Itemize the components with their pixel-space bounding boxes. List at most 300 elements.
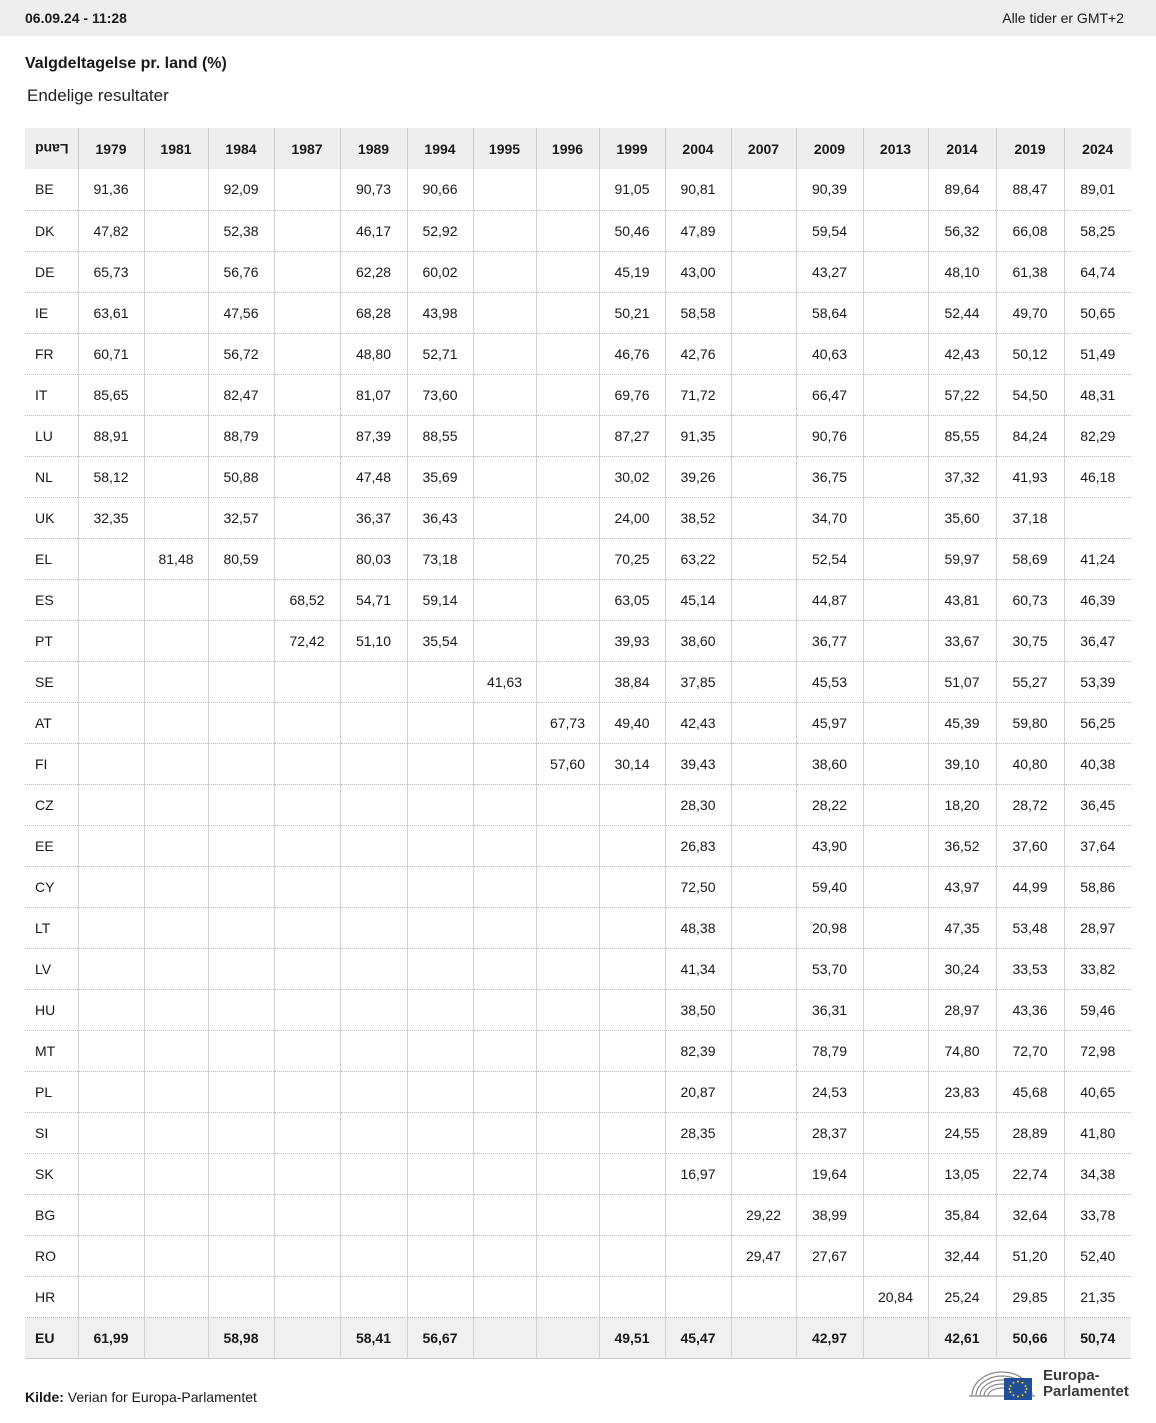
turnout-cell: 37,64	[1064, 825, 1131, 866]
turnout-cell	[274, 497, 340, 538]
turnout-cell: 53,48	[996, 907, 1064, 948]
turnout-cell	[473, 415, 536, 456]
turnout-cell	[78, 1153, 144, 1194]
turnout-cell	[863, 251, 928, 292]
turnout-cell: 35,54	[407, 620, 473, 661]
table-row	[25, 415, 1131, 456]
country-code: EE	[25, 825, 78, 866]
turnout-cell	[536, 1194, 599, 1235]
turnout-cell	[144, 251, 208, 292]
turnout-cell: 58,86	[1064, 866, 1131, 907]
turnout-cell	[144, 1235, 208, 1276]
turnout-cell: 68,52	[274, 579, 340, 620]
turnout-cell	[473, 538, 536, 579]
turnout-cell: 62,28	[340, 251, 407, 292]
turnout-cell	[340, 907, 407, 948]
turnout-cell	[274, 702, 340, 743]
turnout-cell	[208, 1030, 274, 1071]
turnout-cell	[144, 169, 208, 210]
turnout-cell: 21,35	[1064, 1276, 1131, 1317]
turnout-cell: 67,73	[536, 702, 599, 743]
turnout-cell	[78, 948, 144, 989]
turnout-cell: 35,84	[928, 1194, 996, 1235]
turnout-cell	[208, 948, 274, 989]
turnout-cell	[473, 1112, 536, 1153]
turnout-cell: 59,54	[796, 210, 863, 251]
turnout-cell	[863, 1317, 928, 1358]
turnout-cell	[274, 1276, 340, 1317]
turnout-cell: 47,89	[665, 210, 731, 251]
country-code: EL	[25, 538, 78, 579]
country-code: EU	[25, 1317, 78, 1358]
turnout-cell	[340, 866, 407, 907]
turnout-cell: 58,58	[665, 292, 731, 333]
turnout-cell: 63,05	[599, 579, 665, 620]
country-code: ES	[25, 579, 78, 620]
turnout-cell	[144, 989, 208, 1030]
turnout-cell: 32,64	[996, 1194, 1064, 1235]
turnout-cell	[536, 1112, 599, 1153]
turnout-cell	[863, 1194, 928, 1235]
turnout-cell	[863, 374, 928, 415]
turnout-cell: 89,64	[928, 169, 996, 210]
column-header-year: 1979	[78, 128, 144, 169]
turnout-cell: 36,75	[796, 456, 863, 497]
turnout-cell	[863, 661, 928, 702]
country-code: HU	[25, 989, 78, 1030]
turnout-cell	[274, 333, 340, 374]
turnout-cell: 40,80	[996, 743, 1064, 784]
turnout-cell	[274, 907, 340, 948]
turnout-cell	[78, 907, 144, 948]
turnout-cell: 28,22	[796, 784, 863, 825]
table-row	[25, 1194, 1131, 1235]
turnout-cell: 30,14	[599, 743, 665, 784]
turnout-cell	[536, 1317, 599, 1358]
turnout-cell	[599, 1235, 665, 1276]
turnout-cell: 38,52	[665, 497, 731, 538]
table-row	[25, 825, 1131, 866]
turnout-cell	[407, 743, 473, 784]
turnout-cell	[473, 1071, 536, 1112]
turnout-cell: 40,63	[796, 333, 863, 374]
turnout-cell	[274, 1317, 340, 1358]
turnout-cell	[78, 825, 144, 866]
turnout-cell	[1064, 497, 1131, 538]
turnout-cell	[144, 1194, 208, 1235]
turnout-cell: 51,20	[996, 1235, 1064, 1276]
turnout-cell: 85,55	[928, 415, 996, 456]
turnout-cell	[144, 415, 208, 456]
table-row	[25, 1030, 1131, 1071]
turnout-cell	[274, 1071, 340, 1112]
country-code: SE	[25, 661, 78, 702]
country-code: FR	[25, 333, 78, 374]
turnout-cell	[144, 456, 208, 497]
source-note	[25, 1389, 257, 1405]
turnout-cell	[731, 1071, 796, 1112]
turnout-cell	[473, 907, 536, 948]
turnout-cell	[78, 866, 144, 907]
turnout-cell	[536, 620, 599, 661]
turnout-cell	[144, 702, 208, 743]
turnout-cell: 50,12	[996, 333, 1064, 374]
turnout-cell	[407, 784, 473, 825]
turnout-cell: 88,79	[208, 415, 274, 456]
turnout-cell	[731, 743, 796, 784]
turnout-cell	[274, 743, 340, 784]
turnout-cell	[863, 866, 928, 907]
turnout-cell	[599, 866, 665, 907]
turnout-cell: 45,53	[796, 661, 863, 702]
turnout-cell: 70,25	[599, 538, 665, 579]
turnout-cell: 56,25	[1064, 702, 1131, 743]
table-body	[25, 169, 1131, 1358]
turnout-cell	[473, 497, 536, 538]
turnout-cell	[863, 415, 928, 456]
column-header-year: 2013	[863, 128, 928, 169]
turnout-cell: 91,36	[78, 169, 144, 210]
turnout-cell	[863, 1071, 928, 1112]
turnout-cell	[208, 661, 274, 702]
country-code: UK	[25, 497, 78, 538]
turnout-cell: 73,60	[407, 374, 473, 415]
turnout-cell	[796, 1276, 863, 1317]
turnout-cell: 30,02	[599, 456, 665, 497]
turnout-cell	[863, 456, 928, 497]
turnout-cell: 59,14	[407, 579, 473, 620]
turnout-cell	[208, 579, 274, 620]
turnout-cell: 24,55	[928, 1112, 996, 1153]
table-row	[25, 251, 1131, 292]
turnout-cell	[731, 374, 796, 415]
turnout-cell: 87,39	[340, 415, 407, 456]
turnout-cell	[473, 743, 536, 784]
country-code: PL	[25, 1071, 78, 1112]
turnout-cell: 57,22	[928, 374, 996, 415]
table-header-row	[25, 128, 1131, 169]
turnout-cell: 19,64	[796, 1153, 863, 1194]
table-row	[25, 497, 1131, 538]
turnout-cell	[144, 292, 208, 333]
turnout-cell	[473, 251, 536, 292]
timestamp: 06.09.24 - 11:28	[25, 10, 127, 26]
turnout-cell	[473, 456, 536, 497]
turnout-cell	[78, 1194, 144, 1235]
turnout-cell	[144, 907, 208, 948]
turnout-cell	[274, 1194, 340, 1235]
turnout-cell: 52,54	[796, 538, 863, 579]
turnout-cell: 50,65	[1064, 292, 1131, 333]
column-header-year: 1981	[144, 128, 208, 169]
turnout-cell	[208, 907, 274, 948]
turnout-cell: 20,84	[863, 1276, 928, 1317]
turnout-cell: 88,91	[78, 415, 144, 456]
turnout-cell: 56,72	[208, 333, 274, 374]
turnout-cell	[731, 1153, 796, 1194]
turnout-cell: 27,67	[796, 1235, 863, 1276]
turnout-cell	[274, 989, 340, 1030]
turnout-cell: 58,12	[78, 456, 144, 497]
turnout-cell	[536, 538, 599, 579]
turnout-cell	[863, 1030, 928, 1071]
turnout-cell	[78, 1030, 144, 1071]
turnout-cell: 81,48	[144, 538, 208, 579]
country-code: LU	[25, 415, 78, 456]
turnout-cell: 49,51	[599, 1317, 665, 1358]
turnout-cell	[473, 292, 536, 333]
turnout-cell	[536, 251, 599, 292]
turnout-cell: 78,79	[796, 1030, 863, 1071]
turnout-cell	[78, 1112, 144, 1153]
column-header-year: 1999	[599, 128, 665, 169]
turnout-cell	[274, 292, 340, 333]
country-code: LV	[25, 948, 78, 989]
turnout-cell	[863, 169, 928, 210]
turnout-cell	[599, 948, 665, 989]
turnout-cell	[274, 210, 340, 251]
turnout-cell	[78, 620, 144, 661]
turnout-cell: 39,10	[928, 743, 996, 784]
turnout-cell: 36,43	[407, 497, 473, 538]
turnout-cell	[536, 169, 599, 210]
turnout-cell: 60,73	[996, 579, 1064, 620]
turnout-cell: 82,29	[1064, 415, 1131, 456]
turnout-cell	[536, 415, 599, 456]
turnout-cell	[731, 1030, 796, 1071]
turnout-cell	[407, 825, 473, 866]
turnout-cell	[340, 1112, 407, 1153]
turnout-cell	[536, 661, 599, 702]
turnout-cell: 43,98	[407, 292, 473, 333]
turnout-cell	[208, 1276, 274, 1317]
turnout-cell: 43,00	[665, 251, 731, 292]
turnout-cell	[473, 866, 536, 907]
turnout-cell	[536, 456, 599, 497]
turnout-cell	[144, 661, 208, 702]
turnout-cell	[407, 989, 473, 1030]
turnout-cell: 47,82	[78, 210, 144, 251]
turnout-cell: 38,84	[599, 661, 665, 702]
turnout-cell: 90,73	[340, 169, 407, 210]
turnout-cell: 59,80	[996, 702, 1064, 743]
turnout-cell	[473, 989, 536, 1030]
turnout-cell	[340, 989, 407, 1030]
turnout-cell	[78, 1071, 144, 1112]
page-title: Valgdeltagelse pr. land (%)	[25, 55, 227, 72]
turnout-cell: 20,87	[665, 1071, 731, 1112]
country-code: AT	[25, 702, 78, 743]
turnout-cell	[536, 825, 599, 866]
turnout-cell	[208, 989, 274, 1030]
turnout-cell	[78, 1276, 144, 1317]
turnout-cell: 80,59	[208, 538, 274, 579]
turnout-cell: 36,37	[340, 497, 407, 538]
turnout-cell: 36,52	[928, 825, 996, 866]
turnout-cell	[78, 1235, 144, 1276]
turnout-cell	[863, 784, 928, 825]
turnout-cell: 84,24	[996, 415, 1064, 456]
country-code: IT	[25, 374, 78, 415]
turnout-cell	[274, 784, 340, 825]
turnout-cell	[599, 1194, 665, 1235]
turnout-cell	[274, 948, 340, 989]
turnout-cell: 41,93	[996, 456, 1064, 497]
turnout-cell: 45,97	[796, 702, 863, 743]
turnout-cell: 60,02	[407, 251, 473, 292]
turnout-cell	[274, 538, 340, 579]
turnout-cell	[731, 456, 796, 497]
turnout-cell: 47,48	[340, 456, 407, 497]
turnout-cell: 82,39	[665, 1030, 731, 1071]
turnout-cell: 30,75	[996, 620, 1064, 661]
turnout-cell	[599, 907, 665, 948]
country-code: LT	[25, 907, 78, 948]
top-bar	[0, 0, 1156, 36]
country-code: FI	[25, 743, 78, 784]
turnout-cell: 33,82	[1064, 948, 1131, 989]
turnout-cell: 54,71	[340, 579, 407, 620]
turnout-cell	[473, 620, 536, 661]
turnout-cell	[863, 948, 928, 989]
turnout-cell: 39,26	[665, 456, 731, 497]
turnout-cell	[340, 661, 407, 702]
turnout-cell	[665, 1276, 731, 1317]
turnout-cell	[473, 1194, 536, 1235]
turnout-cell: 64,74	[1064, 251, 1131, 292]
turnout-cell: 43,97	[928, 866, 996, 907]
turnout-cell	[78, 784, 144, 825]
turnout-cell	[863, 1235, 928, 1276]
turnout-cell	[473, 1317, 536, 1358]
turnout-cell: 34,38	[1064, 1153, 1131, 1194]
table-row	[25, 702, 1131, 743]
turnout-cell	[274, 456, 340, 497]
turnout-cell	[731, 251, 796, 292]
table-row	[25, 579, 1131, 620]
turnout-cell: 48,38	[665, 907, 731, 948]
turnout-cell: 42,61	[928, 1317, 996, 1358]
turnout-cell: 39,93	[599, 620, 665, 661]
column-header-year: 2014	[928, 128, 996, 169]
turnout-cell: 24,00	[599, 497, 665, 538]
turnout-cell: 34,70	[796, 497, 863, 538]
turnout-cell	[731, 497, 796, 538]
turnout-cell	[473, 1030, 536, 1071]
turnout-cell	[473, 579, 536, 620]
turnout-cell	[208, 1112, 274, 1153]
turnout-cell	[407, 1112, 473, 1153]
turnout-cell	[731, 292, 796, 333]
turnout-cell	[144, 210, 208, 251]
turnout-cell: 60,71	[78, 333, 144, 374]
turnout-cell: 36,31	[796, 989, 863, 1030]
turnout-cell	[599, 825, 665, 866]
turnout-cell	[731, 415, 796, 456]
turnout-cell	[144, 1071, 208, 1112]
turnout-cell	[144, 620, 208, 661]
table-row	[25, 210, 1131, 251]
country-code: BG	[25, 1194, 78, 1235]
turnout-cell: 30,24	[928, 948, 996, 989]
country-code: HR	[25, 1276, 78, 1317]
turnout-cell	[274, 1235, 340, 1276]
turnout-cell: 52,38	[208, 210, 274, 251]
timezone-note: Alle tider er GMT+2	[1002, 10, 1124, 26]
turnout-cell: 46,76	[599, 333, 665, 374]
turnout-cell: 16,97	[665, 1153, 731, 1194]
turnout-cell	[599, 784, 665, 825]
turnout-cell	[731, 661, 796, 702]
turnout-cell	[473, 948, 536, 989]
turnout-cell: 49,70	[996, 292, 1064, 333]
turnout-cell	[863, 907, 928, 948]
turnout-cell	[340, 1071, 407, 1112]
europarl-logo	[969, 1366, 1129, 1402]
turnout-cell	[144, 866, 208, 907]
turnout-cell: 23,83	[928, 1071, 996, 1112]
turnout-cell	[665, 1235, 731, 1276]
table-row	[25, 169, 1131, 210]
turnout-cell: 48,31	[1064, 374, 1131, 415]
column-header-year: 1987	[274, 128, 340, 169]
turnout-cell: 74,80	[928, 1030, 996, 1071]
turnout-cell: 56,32	[928, 210, 996, 251]
turnout-cell: 50,21	[599, 292, 665, 333]
turnout-cell: 49,40	[599, 702, 665, 743]
turnout-cell: 44,87	[796, 579, 863, 620]
column-header-year: 2024	[1064, 128, 1131, 169]
turnout-cell: 90,76	[796, 415, 863, 456]
turnout-cell	[407, 907, 473, 948]
turnout-cell: 53,39	[1064, 661, 1131, 702]
turnout-cell: 41,63	[473, 661, 536, 702]
turnout-cell	[863, 1112, 928, 1153]
turnout-cell: 35,69	[407, 456, 473, 497]
turnout-cell	[208, 702, 274, 743]
turnout-cell: 22,74	[996, 1153, 1064, 1194]
turnout-cell	[407, 1194, 473, 1235]
turnout-cell: 32,35	[78, 497, 144, 538]
turnout-cell	[274, 825, 340, 866]
turnout-cell: 73,18	[407, 538, 473, 579]
turnout-cell	[144, 333, 208, 374]
turnout-cell	[473, 169, 536, 210]
turnout-cell	[863, 538, 928, 579]
table-row	[25, 333, 1131, 374]
turnout-cell: 54,50	[996, 374, 1064, 415]
turnout-cell	[473, 825, 536, 866]
table-row	[25, 538, 1131, 579]
parliament-hemicycle-icon	[969, 1366, 1035, 1402]
turnout-cell	[536, 333, 599, 374]
turnout-cell: 91,05	[599, 169, 665, 210]
table-row	[25, 784, 1131, 825]
turnout-cell: 28,37	[796, 1112, 863, 1153]
turnout-cell	[599, 1030, 665, 1071]
country-code: MT	[25, 1030, 78, 1071]
turnout-cell: 38,60	[665, 620, 731, 661]
turnout-cell	[78, 579, 144, 620]
turnout-cell: 91,35	[665, 415, 731, 456]
turnout-cell: 88,47	[996, 169, 1064, 210]
table-row	[25, 1153, 1131, 1194]
turnout-cell	[340, 1030, 407, 1071]
turnout-cell: 52,92	[407, 210, 473, 251]
turnout-cell: 58,98	[208, 1317, 274, 1358]
turnout-cell	[863, 497, 928, 538]
turnout-cell	[208, 743, 274, 784]
